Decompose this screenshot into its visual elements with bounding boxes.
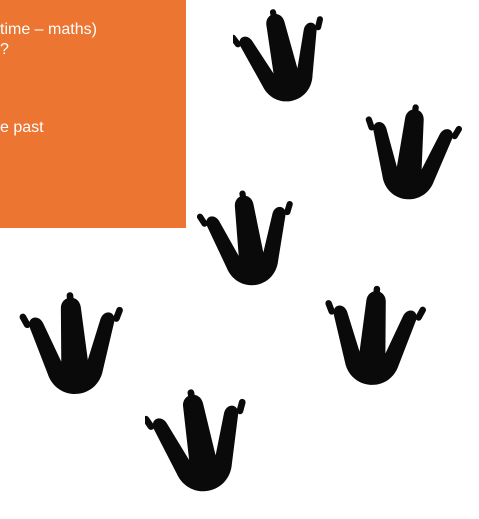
dinosaur-footprint-icon [145, 388, 257, 512]
dinosaur-footprint-icon [357, 104, 463, 218]
dinosaur-footprint-icon [18, 292, 130, 414]
panel-text-line-1: time – maths) [0, 21, 97, 38]
orange-text-panel [0, 0, 186, 228]
dinosaur-footprint-icon [233, 8, 335, 120]
dinosaur-footprint-icon [197, 190, 303, 304]
panel-text-line-2: ? [0, 41, 9, 58]
panel-text-line-3: e past [0, 119, 44, 136]
dinosaur-footprint-icon [319, 284, 427, 406]
